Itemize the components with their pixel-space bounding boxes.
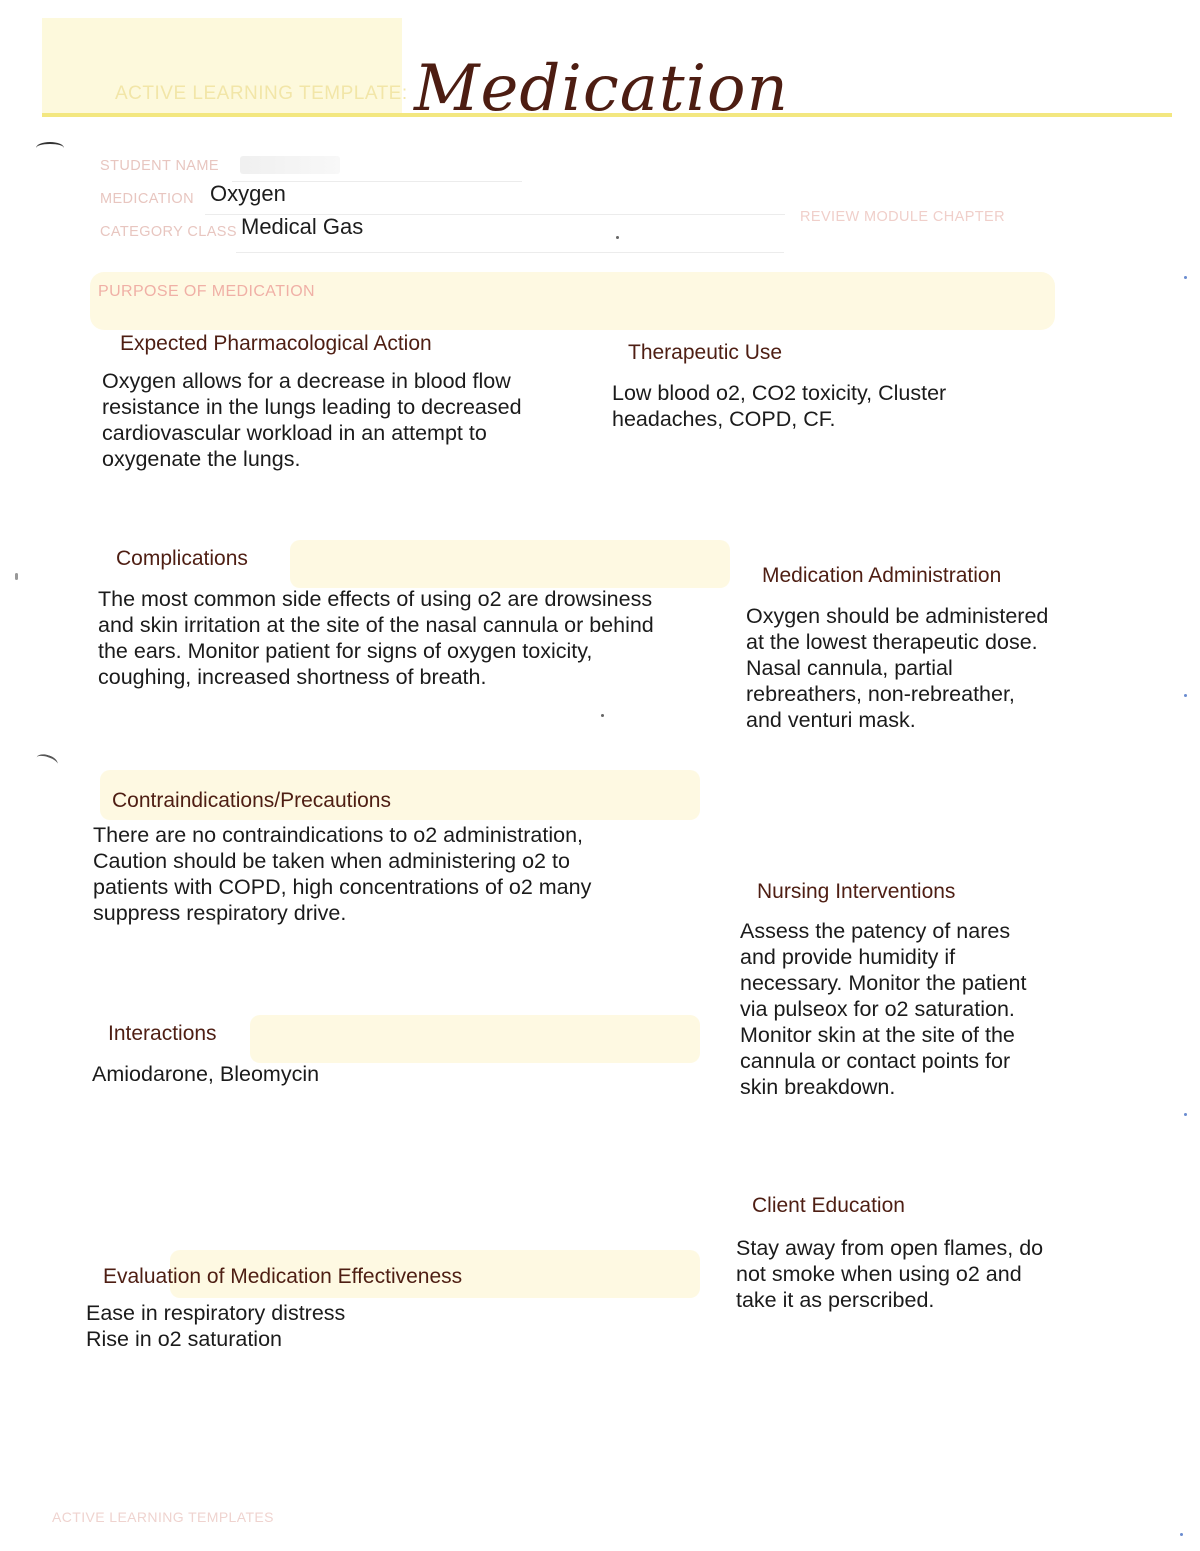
therapeutic-use-title: Therapeutic Use: [628, 341, 783, 364]
purpose-band: [90, 272, 1055, 330]
interactions-band: [250, 1015, 700, 1063]
expected-action-title: Expected Pharmacological Action: [120, 332, 432, 355]
footer-label: ACTIVE LEARNING TEMPLATES: [52, 1509, 274, 1525]
category-label: CATEGORY CLASS: [100, 224, 237, 240]
therapeutic-use-body: Low blood o2, CO2 toxicity, Cluster headaches, COPD, CF.: [612, 381, 947, 431]
client-education-body: Stay away from open flames, do not smoke when using o2 and take it as perscribed.: [736, 1236, 1044, 1312]
expected-action-body: Oxygen allows for a decrease in blood flow resistance in the lungs leading to decreased cardiovascular workload in an attempt to oxygenate the lungs.: [102, 369, 522, 471]
interactions-title: Interactions: [108, 1022, 217, 1045]
stray-dot: [616, 236, 619, 239]
stray-dot: [601, 714, 604, 717]
student-name-label: STUDENT NAME: [100, 158, 219, 174]
evaluation-body: Ease in respiratory distress Rise in o2 saturation: [86, 1301, 346, 1351]
contraindications-body: There are no contraindications to o2 administration, Caution should be taken when administering o2 to patients with COPD, high concentrations of o2 many suppress respiratory drive.: [93, 823, 592, 925]
scan-mark: [15, 573, 18, 580]
scan-mark: [1184, 276, 1187, 279]
category-line: [236, 252, 784, 253]
nursing-interventions-body: Assess the patency of nares and provide humidity if necessary. Monitor the patient via pulseox for o2 saturation. Monitor skin at the site of the cannula or contact points for skin breakdown.: [740, 919, 1027, 1099]
page-title: Medication: [414, 52, 789, 126]
complications-title: Complications: [116, 547, 248, 570]
category-value: Medical Gas: [241, 214, 364, 239]
template-label: ACTIVE LEARNING TEMPLATE:: [115, 83, 408, 104]
client-education-title: Client Education: [752, 1194, 905, 1217]
contraindications-title: Contraindications/Precautions: [112, 789, 391, 812]
administration-title: Medication Administration: [762, 564, 1002, 587]
complications-body: The most common side effects of using o2 are drowsiness and skin irritation at the site of the nasal cannula or behind the ears. Monitor patient for signs of oxygen toxicity, coughing, increased shortness of breath.: [98, 587, 654, 689]
medication-label: MEDICATION: [100, 191, 194, 207]
complications-band: [290, 540, 730, 588]
scan-mark: [36, 142, 64, 154]
medication-value: Oxygen: [210, 181, 286, 206]
student-name-value-redacted: [240, 156, 340, 174]
scan-mark: [1184, 1113, 1187, 1116]
review-module-label: REVIEW MODULE CHAPTER: [800, 209, 1005, 225]
interactions-body: Amiodarone, Bleomycin: [92, 1062, 320, 1086]
purpose-label: PURPOSE OF MEDICATION: [98, 283, 316, 300]
administration-body: Oxygen should be administered at the lowest therapeutic dose. Nasal cannula, partial rebreathers, non-rebreather, and venturi mask.: [746, 604, 1049, 732]
nursing-interventions-title: Nursing Interventions: [757, 880, 956, 903]
scan-mark: [35, 752, 60, 770]
scan-mark: [1180, 1533, 1183, 1536]
scan-mark: [1184, 694, 1187, 697]
evaluation-title: Evaluation of Medication Effectiveness: [103, 1265, 463, 1288]
